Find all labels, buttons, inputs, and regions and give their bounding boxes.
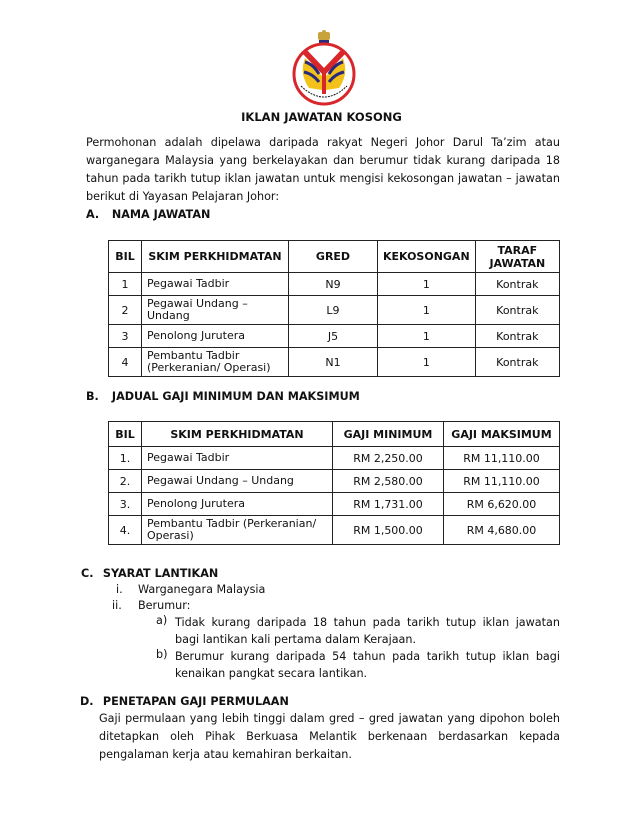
table-row [109, 273, 560, 296]
col-header-skim: SKIM PERKHIDMATAN [142, 241, 289, 273]
section-title: SYARAT LANTIKAN [102, 567, 219, 580]
nama-jawatan-table [108, 240, 560, 377]
sub-list-letter: b) [156, 648, 168, 661]
section-a-heading [86, 208, 210, 221]
section-d-heading [80, 695, 289, 708]
sub-list-text: Tidak kurang daripada 18 tahun pada tarikh tutup iklan jawatan bagi lantikan kali pertama dalam Kerajaan. [175, 616, 560, 646]
table-row [109, 325, 560, 348]
cell-bil: 1. [109, 447, 142, 470]
col-header-taraf: TARAF JAWATAN [475, 241, 559, 273]
col-header-bil: BIL [109, 422, 142, 447]
cell-gred: L9 [289, 296, 378, 325]
table-row [109, 493, 560, 516]
cell-skim: Pegawai Tadbir [142, 447, 333, 470]
cell-skim: Penolong Jurutera [142, 493, 333, 516]
cell-skim: Pembantu Tadbir (Perkeranian/ Operasi) [142, 348, 289, 377]
page-title: IKLAN JAWATAN KOSONG [241, 110, 402, 124]
cell-gaji-minimum: RM 2,250.00 [333, 447, 444, 470]
section-title: NAMA JAWATAN [111, 208, 211, 221]
list-number: i. [116, 583, 123, 596]
cell-gaji-maksimum: RM 4,680.00 [444, 516, 560, 545]
cell-kekosongan: 1 [378, 273, 476, 296]
cell-gaji-minimum: RM 2,580.00 [333, 470, 444, 493]
cell-gred: N9 [289, 273, 378, 296]
cell-taraf: Kontrak [475, 325, 559, 348]
sub-list-item [156, 648, 560, 682]
table-row [109, 447, 560, 470]
cell-bil: 3. [109, 493, 142, 516]
yayasan-pelajaran-johor-logo [291, 30, 357, 106]
cell-skim: Pembantu Tadbir (Perkeranian/ Operasi) [142, 516, 333, 545]
cell-skim: Pegawai Undang – Undang [142, 470, 333, 493]
cell-bil: 1 [109, 273, 142, 296]
col-header-kekosongan: KEKOSONGAN [378, 241, 476, 273]
cell-gaji-minimum: RM 1,731.00 [333, 493, 444, 516]
section-letter: B. [86, 390, 99, 403]
col-header-skim: SKIM PERKHIDMATAN [142, 422, 333, 447]
cell-gred: J5 [289, 325, 378, 348]
sub-list-text: Berumur kurang daripada 54 tahun pada tarikh tutup iklan bagi kenaikan pangkat secara lantikan. [175, 650, 560, 680]
col-header-gred: GRED [289, 241, 378, 273]
cell-skim: Pegawai Tadbir [142, 273, 289, 296]
crown-icon [318, 30, 330, 43]
table-row [109, 296, 560, 325]
section-letter: C. [81, 567, 94, 580]
table-row [109, 470, 560, 493]
cell-bil: 3 [109, 325, 142, 348]
col-header-bil: BIL [109, 241, 142, 273]
table-header-row [109, 422, 560, 447]
section-letter: A. [86, 208, 100, 221]
section-b-heading [86, 390, 360, 403]
sub-list-item [156, 614, 560, 648]
table-row [109, 348, 560, 377]
cell-bil: 4 [109, 348, 142, 377]
section-title: JADUAL GAJI MINIMUM DAN MAKSIMUM [111, 390, 360, 403]
section-d-paragraph: Gaji permulaan yang lebih tinggi dalam gred – gred jawatan yang dipohon boleh ditetapkan oleh Pihak Berkuasa Melantik berkenaan berdasarkan kepada pengalaman kerja atau kemahiran berkaitan. [99, 712, 560, 761]
sub-list-letter: a) [156, 614, 168, 627]
cell-skim: Pegawai Undang – Undang [142, 296, 289, 325]
cell-kekosongan: 1 [378, 348, 476, 377]
table-header-row [109, 241, 560, 273]
cell-skim: Penolong Jurutera [142, 325, 289, 348]
cell-gred: N1 [289, 348, 378, 377]
section-letter: D. [80, 695, 94, 708]
table-row [109, 516, 560, 545]
section-title: PENETAPAN GAJI PERMULAAN [102, 695, 289, 708]
cell-kekosongan: 1 [378, 296, 476, 325]
cell-gaji-maksimum: RM 6,620.00 [444, 493, 560, 516]
cell-taraf: Kontrak [475, 296, 559, 325]
cell-gaji-maksimum: RM 11,110.00 [444, 470, 560, 493]
section-c-heading [81, 567, 218, 580]
cell-gaji-maksimum: RM 11,110.00 [444, 447, 560, 470]
col-header-gaji-maksimum: GAJI MAKSIMUM [444, 422, 560, 447]
cell-bil: 2 [109, 296, 142, 325]
cell-kekosongan: 1 [378, 325, 476, 348]
list-number: ii. [112, 599, 122, 612]
list-text: Warganegara Malaysia [138, 583, 266, 596]
jadual-gaji-table [108, 421, 560, 545]
cell-taraf: Kontrak [475, 348, 559, 377]
col-header-gaji-minimum: GAJI MINIMUM [333, 422, 444, 447]
cell-taraf: Kontrak [475, 273, 559, 296]
intro-paragraph: Permohonan adalah dipelawa daripada rakyat Negeri Johor Darul Ta’zim atau warganegara Malaysia yang berkelayakan dan berumur tidak kurang daripada 18 tahun pada tarikh tutup iklan jawatan untuk mengisi kekosongan jawatan – jawatan berikut di Yayasan Pelajaran Johor: [86, 136, 560, 203]
list-text: Berumur: [138, 599, 191, 612]
cell-bil: 2. [109, 470, 142, 493]
crest-icon [291, 30, 357, 106]
cell-bil: 4. [109, 516, 142, 545]
cell-gaji-minimum: RM 1,500.00 [333, 516, 444, 545]
